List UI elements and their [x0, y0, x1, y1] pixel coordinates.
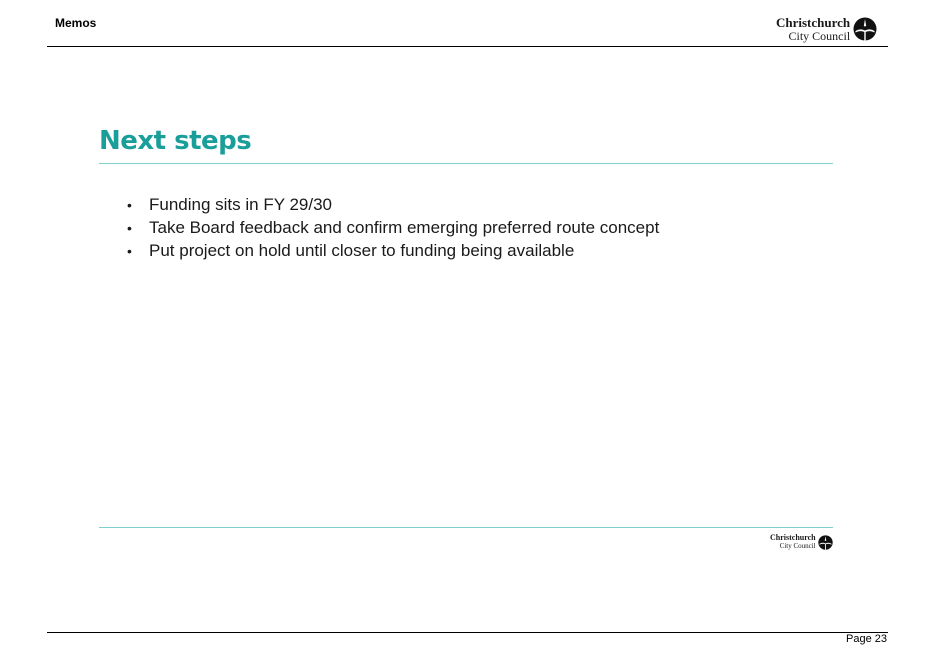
- slide-bottom-rule: [99, 527, 833, 528]
- header-rule: [47, 46, 888, 47]
- page-number: Page 23: [846, 633, 887, 645]
- bullet-text: Take Board feedback and confirm emerging preferred route concept: [149, 218, 660, 237]
- slide-title: Next steps: [99, 126, 252, 156]
- bullet-dot-icon: •: [127, 220, 132, 236]
- slide-title-rule: [99, 163, 833, 164]
- logo-line-2: City Council: [779, 542, 816, 550]
- bullet-text: Funding sits in FY 29/30: [149, 195, 333, 214]
- memos-header-label: Memos: [55, 16, 97, 30]
- list-item: [127, 218, 659, 241]
- council-logo-slide: [770, 534, 833, 550]
- cathedral-icon: [818, 535, 833, 550]
- footer-rule: [47, 632, 888, 633]
- council-logo-top: [776, 16, 877, 42]
- bullet-dot-icon: •: [127, 197, 132, 213]
- bullet-dot-icon: •: [127, 243, 132, 259]
- bullet-list: [127, 195, 659, 264]
- logo-line-1: Christchurch: [776, 15, 851, 30]
- logo-line-1: Christchurch: [770, 533, 816, 542]
- list-item: [127, 195, 659, 218]
- logo-line-2: City Council: [788, 29, 851, 43]
- cathedral-icon: [853, 17, 877, 41]
- bullet-text: Put project on hold until closer to funding being available: [149, 241, 575, 260]
- list-item: [127, 241, 659, 264]
